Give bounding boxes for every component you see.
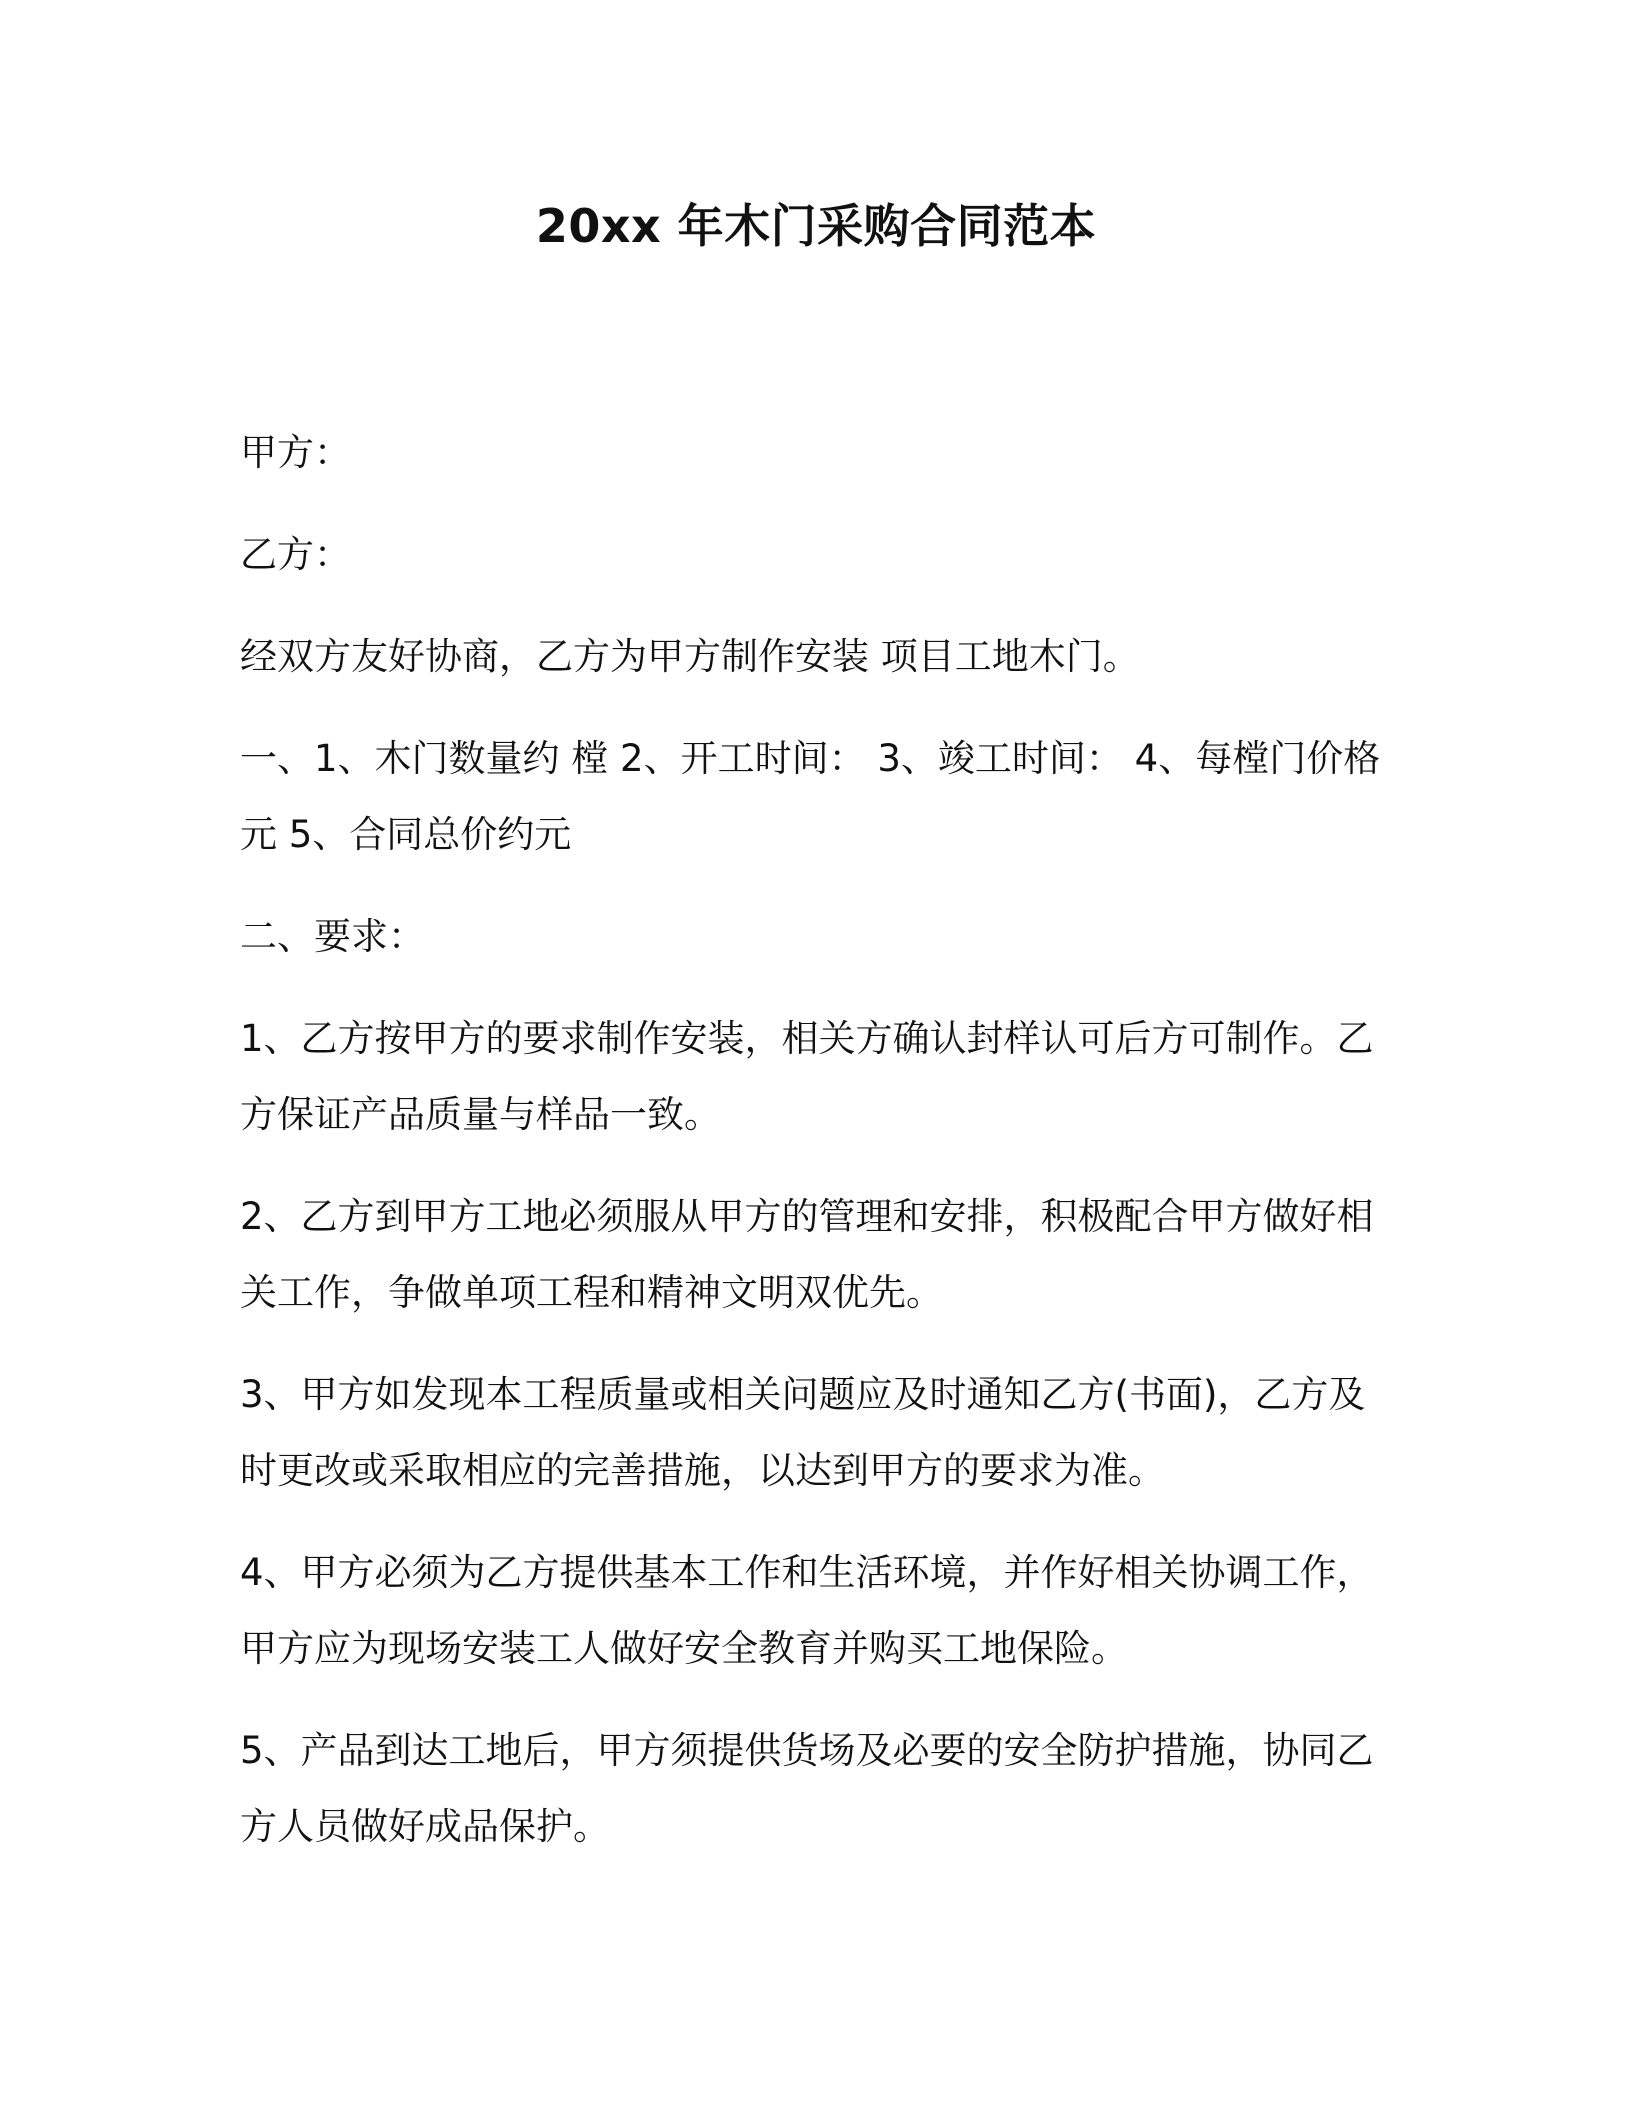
section-1-line-2: 元 5、合同总价约元 xyxy=(240,813,572,856)
section-2-heading: 二、要求： xyxy=(240,915,425,958)
requirement-item-line: 关工作，争做单项工程和精神文明双优先。 xyxy=(240,1271,943,1314)
requirement-item-line: 1、乙方按甲方的要求制作安装，相关方确认封样认可后方可制作。乙 xyxy=(240,1017,1374,1060)
document-title: 20xx 年木门采购合同范本 xyxy=(535,199,1097,253)
requirement-item-line: 甲方应为现场安装工人做好安全教育并购买工地保险。 xyxy=(240,1627,1128,1670)
requirement-item-line: 方保证产品质量与样品一致。 xyxy=(240,1093,721,1136)
party-b-label: 乙方： xyxy=(240,533,351,576)
intro-paragraph: 经双方友好协商，乙方为甲方制作安装 项目工地木门。 xyxy=(240,635,1140,678)
requirement-item-line: 5、产品到达工地后，甲方须提供货场及必要的安全防护措施，协同乙 xyxy=(240,1729,1374,1772)
requirement-item-1 xyxy=(240,1001,1400,1153)
requirement-item-5 xyxy=(240,1713,1400,1865)
requirement-item-line: 方人员做好成品保护。 xyxy=(240,1805,610,1848)
party-a-label: 甲方： xyxy=(240,431,351,474)
requirement-item-4 xyxy=(240,1535,1400,1687)
section-1-paragraph xyxy=(240,721,1400,873)
requirement-item-line: 4、甲方必须为乙方提供基本工作和生活环境，并作好相关协调工作， xyxy=(240,1551,1374,1594)
section-1-line-1: 一、1、木门数量约 樘 2、开工时间： 3、竣工时间： 4、每樘门价格 xyxy=(240,737,1381,780)
requirement-item-2 xyxy=(240,1179,1400,1331)
document-body xyxy=(240,415,1400,1891)
requirement-item-line: 3、甲方如发现本工程质量或相关问题应及时通知乙方(书面)，乙方及 xyxy=(240,1373,1366,1416)
requirement-item-line: 2、乙方到甲方工地必须服从甲方的管理和安排，积极配合甲方做好相 xyxy=(240,1195,1374,1238)
requirement-item-line: 时更改或采取相应的完善措施，以达到甲方的要求为准。 xyxy=(240,1449,1165,1492)
requirement-item-3 xyxy=(240,1357,1400,1509)
